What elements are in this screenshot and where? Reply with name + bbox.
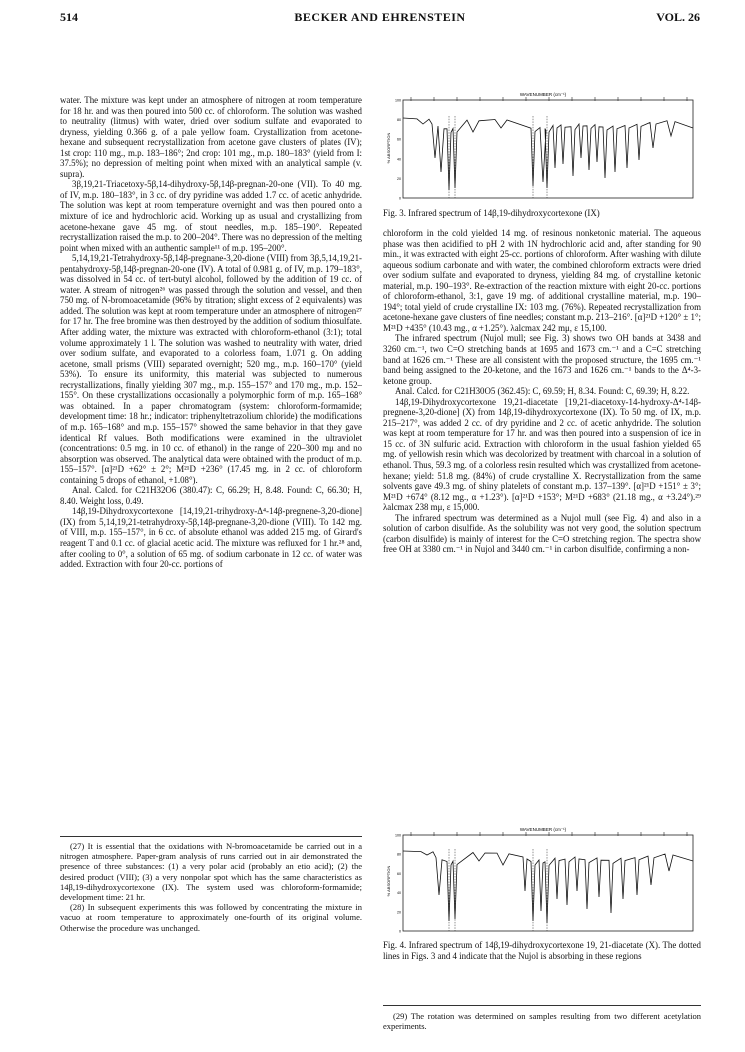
fig3-y-tick-label: 100 (395, 98, 401, 103)
paragraph: The infrared spectrum (Nujol mull; see Fig. 3) shows two OH bands at 3438 and 3260 cm.⁻¹, two C=O stretching bands at 1695 and 1673 cm.⁻¹ and a C=C stretching band at 1626 cm.⁻¹ These are all consistent with the proposed structure, the 1695 cm.⁻¹ band being assigned to the 20-ketone, and the 1673 and 1626 cm.⁻¹ bands to the Δ⁴-3-ketone group. (383, 333, 701, 386)
paragraph: 14β,19-Dihydroxycortexone [14,19,21-trihydroxy-Δ⁴-14β-pregnene-3,20-dione] (IX) from 5,14,19,21-tetrahydroxy-5β,14β-pregnane-3,20-dione (VIII). To 142 mg. of VIII, m.p. 155–157°, in 6 cc. of absolute ethanol was added 215 mg. of Girard's reagent T and 0.1 cc. of glacial acetic acid. The mixture was refluxed for 1 hr.²⁸ and, after cooling to 0°, a solution of 65 mg. of sodium carbonate in 12 cc. of water was added. Extraction with four 20-cc. portions of (60, 506, 362, 570)
fig3-y-tick-label: 20 (397, 176, 401, 181)
fig3-y-tick-label: 80 (397, 118, 401, 123)
footnote: (29) The rotation was determined on samples resulting from two different acetylation experiments. (383, 1011, 701, 1032)
paragraph: water. The mixture was kept under an atmosphere of nitrogen at room temperature for 18 hr. and was then poured into 500 cc. of chloroform. The solution was washed to neutrality (litmus) with water, dried over sodium sulfate and evaporated to dryness, yielding 0.366 g. of a pale yellow foam. Crystallization from acetone-hexane and subsequent recrystallization from acetone gave clusters of plates (IV); 1st crop: 110 mg., m.p. 183–186°; 2nd crop: 101 mg., m.p. 180–183° (yield from I: 37.5%); no depression of melting point when mixed with an analytical sample (v. supra). (60, 95, 362, 179)
fig3-axis-title: WAVENUMBER (cm⁻¹) (519, 92, 567, 97)
fig4-spectrum-curve (403, 851, 693, 923)
fig3-y-tick-label: 0 (399, 196, 401, 201)
paragraph: 14β,19-Dihydroxycortexone 19,21-diacetate [19,21-diacetoxy-14-hydroxy-Δ⁴-14β-pregnene-3,20-dione] (X) from 14β,19-dihydroxycortexone (IX). To 50 mg. of IX, m.p. 215–217°, was added 2 cc. of dry pyridine and 2 cc. of acetic anhydride. The solution was kept at room temperature for 17 hr. and was then poured into a suspension of ice in 15 cc. of 3N sulfuric acid. Extraction with chloroform in the usual fashion yielded 65 mg. of yellowish resin which was decolorized by treatment with charcoal in a solution of ethanol. Thus, 59.3 mg. of a colorless resin resulted which was crystallized from acetone-hexane; yield: 51.8 mg. (84%) of crude crystalline X. Recrystallization from the same solvents gave 49.3 mg. of shiny platelets of constant m.p. 137–139°. [α]²¹D +151° ± 3°; M²¹D +674° (8.12 mg., α +1.23°). [α]²¹D +153°; M²¹D +683° (21.18 mg., α +3.24°).²⁹ λalcmax 238 mμ, ε 15,000. (383, 396, 702, 513)
fig4-y-tick-label: 20 (397, 910, 401, 915)
fig4-y-tick-label: 100 (395, 833, 401, 838)
paragraph: Anal. Calcd. for C21H32O6 (380.47): C, 66.29; H, 8.48. Found: C, 66.30; H, 8.40. Weight loss, 0.49. (60, 485, 362, 506)
figure-4-caption: Fig. 4. Infrared spectrum of 14β,19-dihydroxycortexone 19, 21-diacetate (X). The dotted lines in Figs. 3 and 4 indicate that the Nujol is absorbing in these regions (383, 940, 701, 961)
right-footnotes (383, 1011, 701, 1031)
left-column-text (60, 95, 362, 570)
fig4-y-label: % ABSORPTION (386, 865, 391, 897)
fig4-y-tick-label: 80 (397, 852, 401, 857)
right-column-text (383, 228, 701, 555)
figure-4-svg (383, 823, 701, 937)
paragraph: 3β,19,21-Triacetoxy-5β,14-dihydroxy-5β,14β-pregnan-20-one (VII). To 40 mg. of IV, m.p. 180–183°, in 3 cc. of dry pyridine was added 1.7 cc. of acetic anhydride. The solution was kept at room temperature overnight and was then poured onto a mixture of ice and hydrochloric acid. Working up as usual and crystallizing from acetone-hexane gave 45 mg. of stout needles, m.p. 185–190°. Repeated recrystallization raised the m.p. to 200–204°. There was no depression of the melting point when mixed with an authentic sample¹¹ of m.p. 195–200°. (60, 179, 362, 253)
fig4-y-tick-label: 60 (397, 871, 401, 876)
figure-4-spectrum (383, 823, 701, 937)
paragraph: The infrared spectrum was determined as a Nujol mull (see Fig. 4) and also in a solution of carbon disulfide. As the solubility was not very good, the solution spectrum (carbon disulfide) is mainly of interest for the C=O stretching region. The spectra show free OH at 3380 cm.⁻¹ in Nujol and 3440 cm.⁻¹ in carbon disulfide, confirming a non- (383, 512, 701, 555)
left-footnotes (60, 841, 362, 933)
footnote-divider (60, 836, 362, 837)
running-head-authors: BECKER AND EHRENSTEIN (294, 10, 466, 24)
fig3-spectrum-curve (403, 118, 693, 190)
footnote: (28) In subsequent experiments this was followed by concentrating the mixture in vacuo at room temperature to approximately one-fourth of its original volume. Otherwise the procedure was unchanged. (60, 902, 362, 933)
fig4-y-tick-label: 0 (399, 929, 401, 934)
figure-3-spectrum (383, 88, 701, 206)
paragraph: chloroform in the cold yielded 14 mg. of resinous nonketonic material. The aqueous phase was then acidified to pH 2 with 1N hydrochloric acid and, after standing for 90 min., it was extracted with eight 25-cc. portions of chloroform. After washing with dilute aqueous sodium carbonate and with water, the combined chloroform extracts were dried over sodium sulfate and evaporated to dryness, yielding 84 mg. of crystalline ketonic material, m.p. 190–193°. Re-extraction of the reaction mixture with eight 20-cc. portions of chloroform-ethanol, 3:1, gave 19 mg. of additional crystalline material, m.p. 190–194°; total yield of crude crystalline IX: 103 mg. (76%). Repeated recrystallization from acetone-hexane gave clusters of fine needles; constant m.p. 213–216°. [α]²¹D +120° ± 1°; M²¹D +435° (10.43 mg., α +1.25°). λalcmax 242 mμ, ε 15,100. (383, 228, 701, 333)
page-header (60, 10, 700, 26)
volume-label: VOL. 26 (656, 10, 700, 24)
fig3-y-label: % ABSORPTION (386, 132, 391, 164)
fig4-y-tick-label: 40 (397, 891, 401, 896)
figure-3-svg (383, 88, 701, 206)
fig3-y-tick-label: 60 (397, 137, 401, 142)
footnote-divider (383, 1005, 701, 1006)
fig4-axis-title: WAVENUMBER (cm⁻¹) (519, 827, 567, 832)
footnote: (27) It is essential that the oxidations with N-bromoacetamide be carried out in a nitrogen atmosphere. Paper-gram analysis of runs carried out in air demonstrated the presence of three substances: (1) a very polar acid (probably an etio acid); (2) the desired product (VIII); (3) a very nonpolar spot which has the same characteristics as 14β,19-dihydroxycortexone (IX). The system used was chloroform-formamide; development time: 21 hr. (60, 841, 362, 903)
page-number: 514 (60, 10, 78, 24)
fig3-y-tick-label: 40 (397, 157, 401, 162)
paragraph: 5,14,19,21-Tetrahydroxy-5β,14β-pregnane-3,20-dione (VIII) from 3β,5,14,19,21-pentahydroxy-5β,14β-pregnan-20-one (IV). A total of 0.981 g. of IV, m.p. 179–183°, was dissolved in 54 cc. of tert-butyl alcohol, followed by the addition of 19 cc. of water. A stream of nitrogen²⁶ was passed through the solution and vessel, and then 750 mg. of N-bromoacetamide (96% by titration; slight excess of 2 equivalents) was added. The solution was kept at room temperature under an atmosphere of nitrogen²⁷ for 17 hr. The free bromine was then destroyed by the addition of sodium thiosulfate. After adding water, the mixture was extracted with chloroform-ethanol (3:1); total volume approximately 1 l. The solution was washed to neutrality with water, dried over sodium sulfate, and evaporated to a colorless foam, 1.071 g. On adding acetone, small prisms (VIII) separated overnight; 520 mg., m.p. 160–170° (yield 53%). To ensure its uniformity, this material was subjected to numerous recrystallizations, finally yielding 307 mg., m.p. 155–157° and 170 mg., m.p. 152–155°. On these crystallizations occasionally a polymorphic form of m.p. 165–168° was obtained. In a paper chromatogram (system: chloroform-formamide; development time: 18 hr.; indicator: triphenyltetrazolium chloride) the modifications of m.p. 165–168° and m.p. 155–157° showed the same behavior in that they gave identical Rf values. Both modifications were examined in the ultraviolet (concentrations: 0.5 mg. in 10 cc. of ethanol) in the range of 220–300 mμ and no absorption was observed. The analytical data were obtained with the product of m.p. 155–157°. [α]²¹D +62° ± 2°; M²¹D +236° (17.45 mg. in 2 cc. of chloroform containing 5 drops of ethanol, +1.08°). (60, 253, 363, 485)
paragraph: Anal. Calcd. for C21H30O5 (362.45): C, 69.59; H, 8.34. Found: C, 69.39; H, 8.22. (395, 386, 690, 397)
figure-3-caption: Fig. 3. Infrared spectrum of 14β,19-dihydroxycortexone (IX) (383, 208, 600, 218)
